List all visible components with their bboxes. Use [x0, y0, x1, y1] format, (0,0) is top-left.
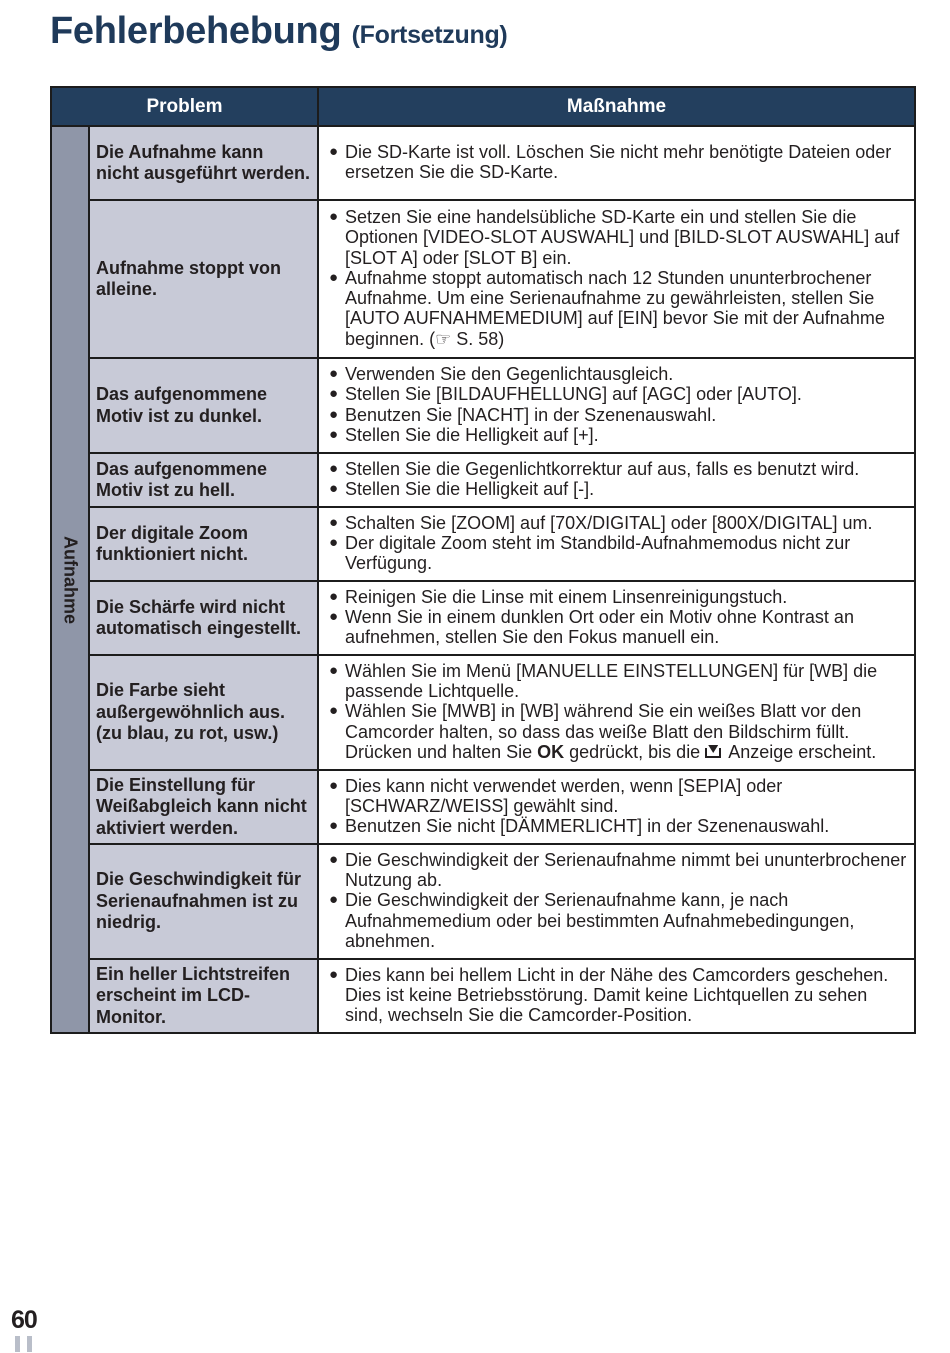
page-title [50, 10, 507, 53]
solution-item: ● Benutzen Sie [NACHT] in der Szenenauswahl. [329, 405, 908, 425]
page-reference-icon: ☞ [435, 328, 452, 349]
solution-cell [318, 581, 915, 655]
title-main: Fehlerbehebung [50, 10, 342, 52]
problem-cell: Aufnahme stoppt von alleine. [89, 200, 318, 358]
solution-item: ● Setzen Sie eine handelsübliche SD-Karte ein und stellen Sie die Optionen [VIDEO-SLOT AUSWAHL] und [BILD-SLOT AUSWAHL] auf [SLOT A] oder [SLOT B] ein. [329, 207, 908, 268]
page-reference: S. 58) [451, 328, 505, 349]
problem-cell: Die Aufnahme kann nicht ausgeführt werden. [89, 126, 318, 200]
column-header-problem: Problem [51, 87, 318, 126]
title-subtitle: (Fortsetzung) [351, 21, 508, 49]
solution-item [329, 701, 908, 762]
solution-item: ● Die SD-Karte ist voll. Löschen Sie nicht mehr benötigte Dateien oder ersetzen Sie die SD-Karte. [329, 142, 908, 183]
solution-item: ● Die Geschwindigkeit der Serienaufnahme kann, je nach Aufnahmemedium oder bei bestimmten Aufnahmebedingungen, abnehmen. [329, 890, 908, 951]
white-balance-icon [704, 745, 724, 759]
page-number: 60 [11, 1306, 37, 1334]
problem-cell: Die Geschwindigkeit für Serienaufnahmen ist zu niedrig. [89, 844, 318, 959]
solution-item [329, 268, 908, 349]
table-row [51, 126, 915, 200]
table-row [51, 844, 915, 959]
solution-item: ● Der digitale Zoom steht im Standbild-Aufnahmemodus nicht zur Verfügung. [329, 533, 908, 574]
page-marker-icon [13, 1336, 37, 1352]
problem-cell: Das aufgenommene Motiv ist zu dunkel. [89, 358, 318, 453]
solution-item: ● Stellen Sie die Helligkeit auf [-]. [329, 479, 908, 499]
problem-cell: Die Farbe sieht außergewöhnlich aus. (zu blau, zu rot, usw.) [89, 655, 318, 770]
solution-text: Wählen Sie [MWB] in [WB] während Sie ein weißes Blatt vor den Camcorder halten, so dass das weiße Blatt den Bildschirm füllt. Drücken und halten Sie [345, 701, 862, 762]
solution-item: ● Wenn Sie in einem dunklen Ort oder ein Motiv ohne Kontrast an aufnehmen, stellen Sie den Fokus manuell ein. [329, 607, 908, 648]
category-label: Aufnahme [60, 535, 81, 624]
solution-item: ● Stellen Sie die Gegenlichtkorrektur auf aus, falls es benutzt wird. [329, 459, 908, 479]
problem-cell: Die Einstellung für Weißabgleich kann nicht aktiviert werden. [89, 770, 318, 844]
solution-item: ● Dies kann bei hellem Licht in der Nähe des Camcorders geschehen. Dies ist keine Betriebsstörung. Damit keine Lichtquellen zu sehen sind, wechseln Sie die Camcorder-Position. [329, 965, 908, 1026]
solution-cell [318, 844, 915, 959]
solution-cell [318, 770, 915, 844]
ok-label: OK [537, 741, 565, 762]
solution-item: ● Stellen Sie die Helligkeit auf [+]. [329, 425, 908, 445]
solution-item: ● Reinigen Sie die Linse mit einem Linsenreinigungstuch. [329, 587, 908, 607]
table-row [51, 453, 915, 507]
solution-cell [318, 200, 915, 358]
table-row [51, 655, 915, 770]
problem-cell: Die Schärfe wird nicht automatisch eingestellt. [89, 581, 318, 655]
table-row [51, 770, 915, 844]
problem-cell: Der digitale Zoom funktioniert nicht. [89, 507, 318, 581]
table-row [51, 200, 915, 358]
table-header-row [51, 87, 915, 126]
solution-cell [318, 507, 915, 581]
solution-item: ● Schalten Sie [ZOOM] auf [70X/DIGITAL] oder [800X/DIGITAL] um. [329, 513, 908, 533]
table-row [51, 959, 915, 1033]
solution-item: ● Stellen Sie [BILDAUFHELLUNG] auf [AGC] oder [AUTO]. [329, 384, 908, 404]
solution-item: ● Benutzen Sie nicht [DÄMMERLICHT] in der Szenenauswahl. [329, 816, 908, 836]
column-header-action: Maßnahme [318, 87, 915, 126]
solution-cell [318, 655, 915, 770]
solution-item: ● Wählen Sie im Menü [MANUELLE EINSTELLUNGEN] für [WB] die passende Lichtquelle. [329, 661, 908, 702]
solution-cell [318, 358, 915, 453]
solution-item: ● Verwenden Sie den Gegenlichtausgleich. [329, 364, 908, 384]
table-row [51, 358, 915, 453]
troubleshooting-table [50, 86, 916, 1034]
problem-cell: Ein heller Lichtstreifen erscheint im LCD-Monitor. [89, 959, 318, 1033]
solution-cell [318, 126, 915, 200]
solution-item: ● Dies kann nicht verwendet werden, wenn [SEPIA] oder [SCHWARZ/WEISS] gewählt sind. [329, 776, 908, 817]
solution-text: Aufnahme stoppt automatisch nach 12 Stunden ununterbrochener Aufnahme. Um eine Serienaufnahme zu gewährleisten, stellen Sie [AUTO AUFNAHMEMEDIUM] auf [EIN] bevor Sie mit der Aufnahme beginnen. ( [345, 267, 885, 349]
solution-text-end: Anzeige erscheint. [728, 741, 877, 762]
solution-text-tail: gedrückt, bis die [564, 741, 701, 762]
problem-cell: Das aufgenommene Motiv ist zu hell. [89, 453, 318, 507]
table-row [51, 507, 915, 581]
solution-item: ● Die Geschwindigkeit der Serienaufnahme nimmt bei ununterbrochener Nutzung ab. [329, 850, 908, 891]
solution-cell [318, 959, 915, 1033]
category-cell [51, 126, 89, 1033]
table-row [51, 581, 915, 655]
solution-cell [318, 453, 915, 507]
